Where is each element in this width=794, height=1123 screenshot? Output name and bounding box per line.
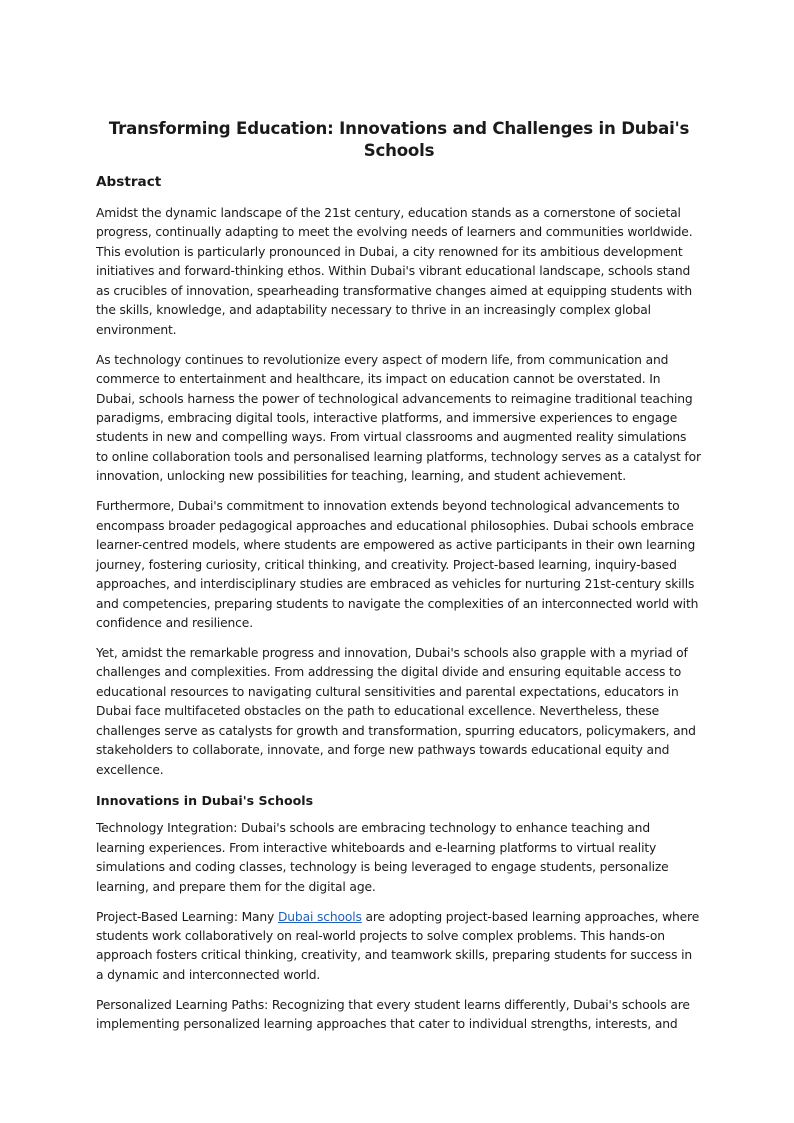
abstract-heading: Abstract [96,174,162,190]
project-paragraph-text-after: are adopting project-based learning approaches, where students work collaboratively on real-world projects to solve complex problems. This hands-on approach fosters critical thinking, creativity, and teamwork skills, preparing students for success in a dynamic and interconnected world. [96,909,700,982]
document-page [96,118,702,1045]
document-title: Transforming Education: Innovations and Challenges in Dubai's Schools [108,119,690,160]
innovations-heading: Innovations in Dubai's Schools [96,792,314,808]
abstract-paragraph-2: As technology continues to revolutionize every aspect of modern life, from communication and commerce to entertainment and healthcare, its impact on education cannot be overstated. In Dubai, schools harness the power of technological advancements to reimagine traditional teaching paradigms, embracing digital tools, interactive platforms, and immersive experiences to engage students in new and compelling ways. From virtual classrooms and augmented reality simulations to online collaboration tools and personalised learning platforms, technology serves as a catalyst for innovation, unlocking new possibilities for teaching, learning, and student achievement. [96,352,701,484]
abstract-paragraph-1: Amidst the dynamic landscape of the 21st century, education stands as a cornerstone of societal progress, continually adapting to meet the evolving needs of learners and communities worldwide. This evolution is particularly pronounced in Dubai, a city renowned for its ambitious development initiatives and forward-thinking ethos. Within Dubai's vibrant educational landscape, schools stand as crucibles of innovation, spearheading transformative changes aimed at equipping students with the skills, knowledge, and adaptability necessary to thrive in an increasingly complex global environment. [96,206,693,337]
project-based-learning-paragraph [96,908,702,986]
project-paragraph-text-before: Project-Based Learning: Many [96,909,278,924]
dubai-schools-link[interactable]: Dubai schools [277,909,362,924]
personalized-learning-paragraph: Personalized Learning Paths: Recognizing that every student learns differently, Dubai's schools are implementing personalized learning approaches that cater to individual strengths, interests, and [96,997,690,1032]
abstract-paragraph-3: Furthermore, Dubai's commitment to innovation extends beyond technological advancements to encompass broader pedagogical approaches and educational philosophies. Dubai schools embrace learner-centred models, where students are empowered as active participants in their own learning journey, fostering curiosity, critical thinking, and creativity. Project-based learning, inquiry-based approaches, and interdisciplinary studies are embraced as vehicles for nurturing 21st-century skills and competencies, preparing students to navigate the complexities of an interconnected world with confidence and resilience. [96,499,699,631]
abstract-paragraph-4: Yet, amidst the remarkable progress and innovation, Dubai's schools also grapple with a myriad of challenges and complexities. From addressing the digital divide and ensuring equitable access to educational resources to navigating cultural sensitivities and parental expectations, educators in Dubai face multifaceted obstacles on the path to educational excellence. Nevertheless, these challenges serve as catalysts for growth and transformation, spurring educators, policymakers, and stakeholders to collaborate, innovate, and forge new pathways towards educational equity and excellence. [96,646,696,777]
technology-integration-paragraph: Technology Integration: Dubai's schools are embracing technology to enhance teaching and learning experiences. From interactive whiteboards and e-learning platforms to virtual reality simulations and coding classes, technology is being leveraged to engage students, personalize learning, and prepare them for the digital age. [96,821,669,894]
